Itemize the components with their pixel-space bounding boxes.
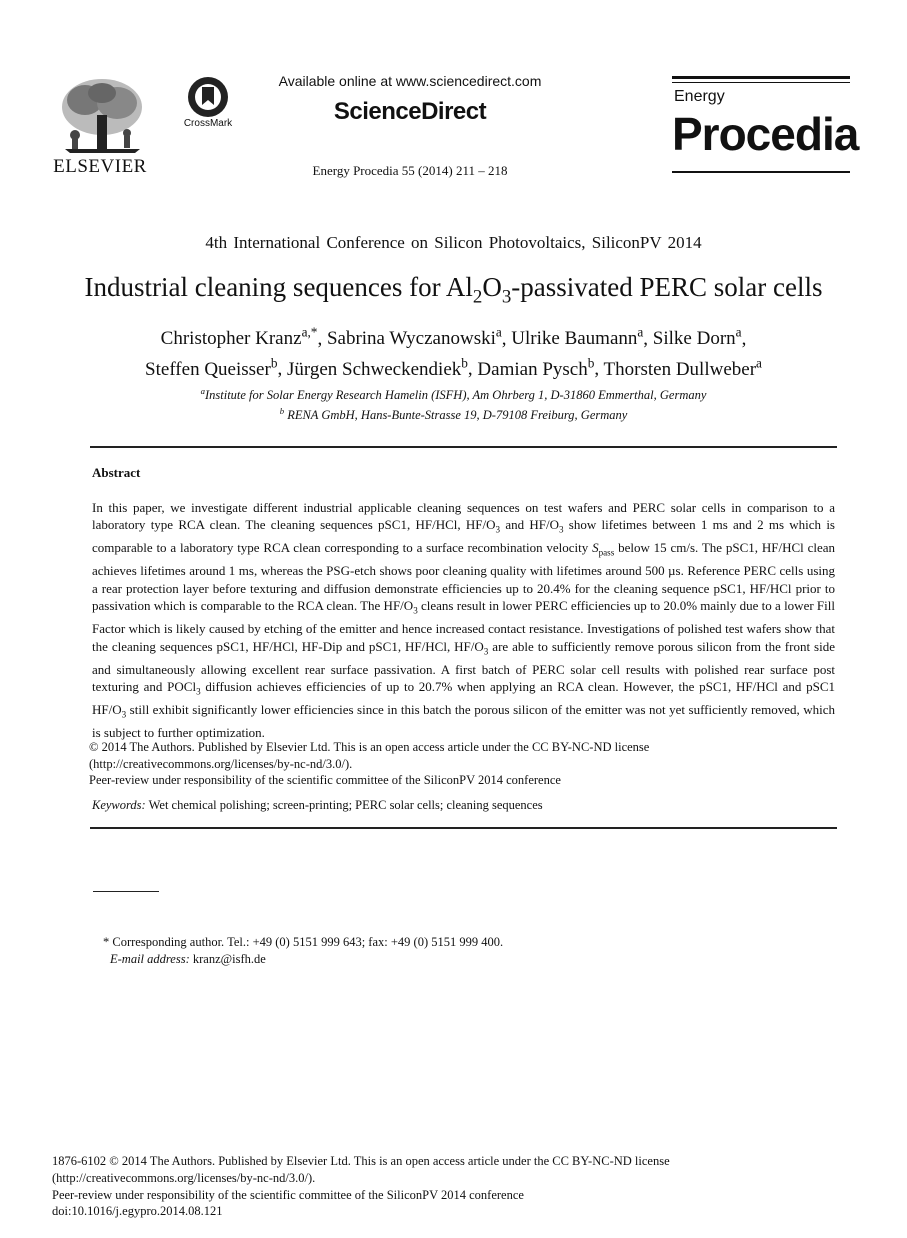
conference-name: 4th International Conference on Silicon Photovoltaics, SiliconPV 2014 [205,233,702,252]
footer-peer-review: Peer-review under responsibility of the scientific committee of the SiliconPV 2014 conference [52,1187,524,1202]
email-link[interactable]: kranz@isfh.de [189,952,266,966]
journal-logo-rule [672,82,850,83]
journal-logo-rule [672,76,850,79]
journal-logo-big: Procedia [672,108,859,160]
peer-review-note: Peer-review under responsibility of the scientific committee of the SiliconPV 2014 conference [89,773,561,787]
journal-logo-rule [672,171,850,173]
author: Sabrina Wyczanowski$^a$ [326,325,502,350]
author: Damian Pysch$^b$ [477,355,595,380]
available-online[interactable]: Available online at www.sciencedirect.com [278,73,542,89]
affiliations [0,383,907,423]
doi[interactable]: doi:10.1016/j.egypro.2014.08.121 [52,1204,223,1219]
corresponding-author: * Corresponding author. Tel.: +49 (0) 5151 999 643; fax: +49 (0) 5151 999 400. [103,935,504,949]
email-line: E-mail address: kranz@isfh.de [110,952,266,966]
keywords: Keywords: Wet chemical polishing; screen-printing; PERC solar cells; cleaning sequences [92,798,543,812]
author: Jürgen Schweckendiek$^b$ [286,355,468,380]
page-footer [52,1153,670,1220]
journal-reference: Energy Procedia 55 (2014) 211 – 218 [312,163,508,178]
license-link[interactable]: (http://creativecommons.org/licenses/by-nc-nd/3.0/). [89,756,353,771]
author: Silke Dorn$^a$ [652,325,742,350]
corresponding-author-footnote [103,934,503,968]
author-list: Christopher Kranz$^{a,*}$, Sabrina Wyczanowski$^a$, Ulrike Baumann$^a$, Silke Dorn$^a$, Steffen Queisser$^b$, Jürgen Schweckendiek$^b$, Damian Pysch$^b$, Thorsten Dullweber$^a$ [145,325,762,380]
license-notice [89,739,834,789]
abstract-body: In this paper, we investigate different industrial applicable cleaning sequences on test wafers and PERC solar cells in comparison to a laboratory type RCA clean. The cleaning sequences pSC1, HF/HCl, $HF/O_3$ and $HF/O_3$ show lifetimes between 1 ms and 2 ms which is comparable to a laboratory type RCA clean corresponding to a surface recombination velocity $S_{pass}$ below 15 cm/s. The pSC1, HF/HCl clean achieves lifetimes around 1 ms, whereas the PSG-etch shows poor cleaning quality with lifetimes around 500 µs. Reference PERC cells using a rear protection layer before texturing and diffusion demonstrate efficiencies up to 20.4% for the cleaning sequence pSC1, HF/HCl prior to passivation which is comparable to the RCA clean. The $HF/O_3$ cleans result in lower PERC efficiencies up to 20.0% mainly due to a lower Fill Factor which is likely caused by etching of the emitter and hence increased contact resistance. Investigations of polished test wafers show that the cleaning sequences pSC1, HF/HCl, HF-Dip and pSC1, HF/HCl, $HF/O_3$ are able to sufficiently remove porous silicon from the front side and simultaneously allowing excellent rear surface passivation. A first batch of PERC solar cell results with polished rear surface post texturing and POCl$_3$ diffusion achieves efficiencies of up to 20.7% when applying an RCA clean. However, the pSC1, HF/HCl and pSC1 $HF/O_3$ still exhibit significantly lower efficiencies since in this batch the porous silicon of the emitter was not yet sufficiently removed, which is subject to further optimization. [92,500,836,741]
author: Ulrike Baumann$^a$ [511,325,644,350]
divider [90,446,837,448]
author: Christopher Kranz$^{a,*}$ [160,325,318,350]
abstract-heading: Abstract [92,465,141,480]
issn-license: 1876-6102 © 2014 The Authors. Published by Elsevier Ltd. This is an open access article under the CC BY-NC-ND license [52,1154,670,1168]
journal-logo-small: Energy [674,88,725,105]
affiliation: $^b$ RENA GmbH, Hans-Bunte-Strasse 19, D-79108 Freiburg, Germany [279,406,628,423]
affiliation: $^a$Institute for Solar Energy Research Hamelin (ISFH), Am Ohrberg 1, D-31860 Emmerthal, Germany [200,386,707,403]
crossmark-label: CrossMark [183,118,233,129]
publisher-name: ELSEVIER [53,156,147,177]
author: Thorsten Dullweber$^a$ [603,355,762,380]
license-text: © 2014 The Authors. Published by Elsevier Ltd. This is an open access article under the CC BY-NC-ND license [89,740,650,754]
footer-license-link[interactable]: (http://creativecommons.org/licenses/by-nc-nd/3.0/). [52,1170,316,1185]
author: Steffen Queisser$^b$ [145,355,278,380]
sciencedirect-logo: ScienceDirect [333,98,487,125]
paper-title: Industrial cleaning sequences for $Al_2O_3$-passivated PERC solar cells [84,272,823,308]
divider [90,827,837,829]
footnote-rule [93,891,159,892]
